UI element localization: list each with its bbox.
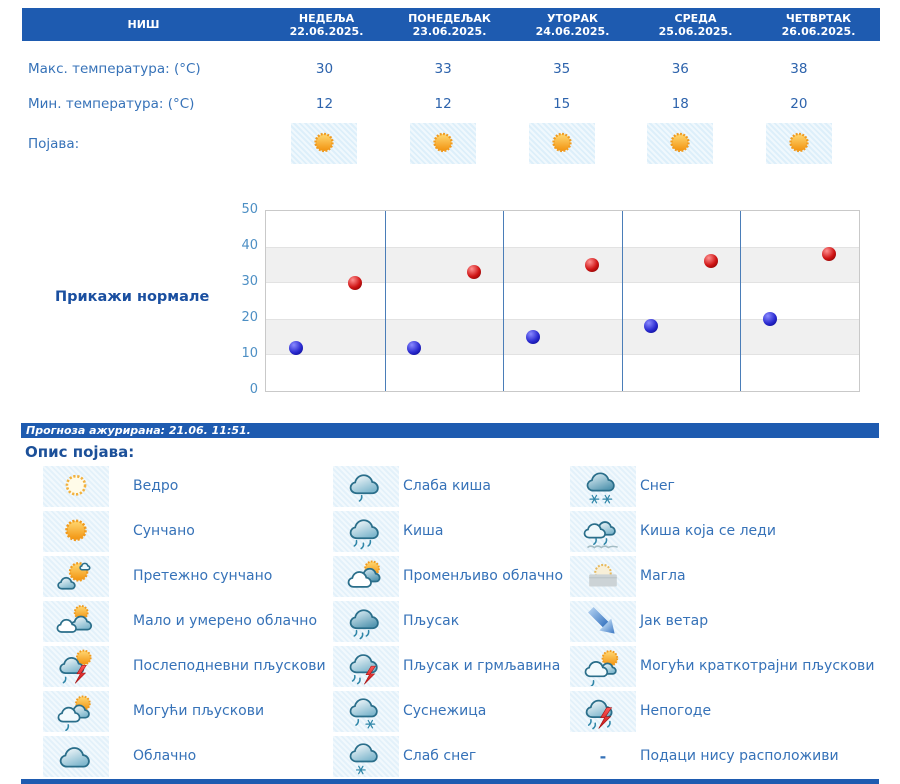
strong-wind-glyph [583,603,623,641]
max-temp-label: Макс. температура: (°C) [28,61,201,77]
day-separator-line [740,211,741,391]
legend-label: Непогоде [640,703,712,719]
short-showers-icon [570,646,636,687]
no-data-dash: - [599,747,607,766]
temp-value: 36 [671,61,689,77]
low-mod-cloudy-icon [43,601,109,642]
sleet-glyph [346,693,386,731]
phenomenon-cell [529,123,595,164]
show-normals-link[interactable]: Прикажи нормале [55,289,210,305]
forecast-table-header [22,8,880,41]
fog-glyph [583,558,623,596]
temp-value: 12 [434,96,452,112]
temp-value: 33 [434,61,452,77]
day-name: ЧЕТВРТАК [785,11,852,25]
max-temp-point [467,265,481,279]
legend-label: Киша која се леди [640,523,776,539]
light-rain-icon [333,466,399,507]
temp-value: 20 [790,96,808,112]
mostly-sunny-icon [43,556,109,597]
afternoon-showers-glyph [56,648,96,686]
legend-label: Слаба киша [403,478,491,494]
rain-icon [333,511,399,552]
legend-label: Суснежица [403,703,487,719]
clear-icon [43,466,109,507]
legend-label: Могући краткотрајни пљускови [640,658,875,674]
temperature-chart [265,210,860,392]
cloudy-icon [43,736,109,777]
max-temp-point [348,276,362,290]
min-temp-point [763,312,777,326]
snow-glyph [583,468,623,506]
sunny-glyph [56,513,96,551]
sleet-icon [333,691,399,732]
mostly-sunny-glyph [56,558,96,596]
legend-label: Киша [403,523,444,539]
dash-icon [570,736,636,777]
day-header [634,8,757,41]
day-name: УТОРАК [547,11,598,25]
low-mod-cloudy-glyph [56,603,96,641]
min-temp-point [407,341,421,355]
legend-label: Сунчано [133,523,195,539]
legend-label: Мало и умерено облачно [133,613,318,629]
legend-label: Подаци нису расположиви [640,748,839,764]
variable-cloudy-icon [333,556,399,597]
legend-label: Слаб снег [403,748,477,764]
sunny-icon [43,511,109,552]
phenomenon-cell [647,123,713,164]
afternoon-showers-icon [43,646,109,687]
sunny-icon [782,127,816,161]
day-header [265,8,388,41]
day-name: НЕДЕЉА [298,11,355,25]
fog-icon [570,556,636,597]
day-headers [265,8,880,41]
forecast-updated-text: Прогноза ажурирана: 21.06. 11:51. [26,424,251,437]
temp-value: 38 [790,61,808,77]
possible-showers-glyph [56,693,96,731]
phenomenon-cell [766,123,832,164]
light-snow-glyph [346,738,386,776]
clear-glyph [56,468,96,506]
legend-label: Променљиво облачно [403,568,564,584]
phenomena-label: Појава: [28,136,80,152]
legend-label: Пљусак и грмљавина [403,658,561,674]
forecast-updated-bar [21,423,879,438]
day-header [511,8,634,41]
strong-wind-icon [570,601,636,642]
temp-value: 30 [315,61,334,77]
light-rain-glyph [346,468,386,506]
y-tick-label: 0 [249,382,258,397]
storms-glyph [583,693,623,731]
sunny-icon [663,127,697,161]
variable-cloudy-glyph [346,558,386,596]
day-date: 25.06.2025. [658,24,733,38]
location-name: НИШ [127,18,160,31]
light-snow-icon [333,736,399,777]
day-date: 23.06.2025. [412,24,487,38]
legend-title: Опис појава: [25,443,135,461]
phenomenon-cell [410,123,476,164]
day-separator-line [385,211,386,391]
day-header [388,8,511,41]
temp-value: 35 [553,61,571,77]
min-temp-label: Мин. температура: (°C) [28,96,195,112]
storms-icon [570,691,636,732]
legend-label: Јак ветар [640,613,709,629]
possible-showers-icon [43,691,109,732]
legend-label: Ведро [133,478,179,494]
y-tick-label: 10 [241,346,258,361]
freezing-rain-glyph [583,513,623,551]
snow-icon [570,466,636,507]
legend-label: Облачно [133,748,197,764]
legend-label: Магла [640,568,686,584]
phenomenon-cell [291,123,357,164]
short-showers-glyph [583,648,623,686]
temp-value: 15 [553,96,571,112]
legend-label: Претежно сунчано [133,568,273,584]
legend-label: Могући пљускови [133,703,265,719]
shower-icon [333,601,399,642]
day-header [757,8,880,41]
y-tick-label: 30 [241,274,258,289]
sunny-icon [545,127,579,161]
temp-value: 18 [671,96,689,112]
sunny-icon [426,127,460,161]
sunny-icon [307,127,341,161]
day-separator-line [503,211,504,391]
day-date: 26.06.2025. [781,24,856,38]
day-name: ПОНЕДЕЉАК [408,11,491,25]
min-temp-point [526,330,540,344]
legend-label: Послеподневни пљускови [133,658,326,674]
freezing-rain-icon [570,511,636,552]
min-temp-point [289,341,303,355]
y-tick-label: 40 [241,238,258,253]
rain-glyph [346,513,386,551]
y-tick-label: 20 [241,310,258,325]
bottom-divider-bar [21,779,879,784]
y-tick-label: 50 [241,202,258,217]
shower-glyph [346,603,386,641]
legend-label: Пљусак [403,613,460,629]
thunder-shower-glyph [346,648,386,686]
day-date: 24.06.2025. [535,24,610,38]
day-date: 22.06.2025. [289,24,364,38]
cloudy-glyph [56,738,96,776]
day-name: СРЕДА [674,11,717,25]
legend-label: Снег [640,478,675,494]
temp-value: 12 [315,96,334,112]
thunder-shower-icon [333,646,399,687]
day-separator-line [622,211,623,391]
